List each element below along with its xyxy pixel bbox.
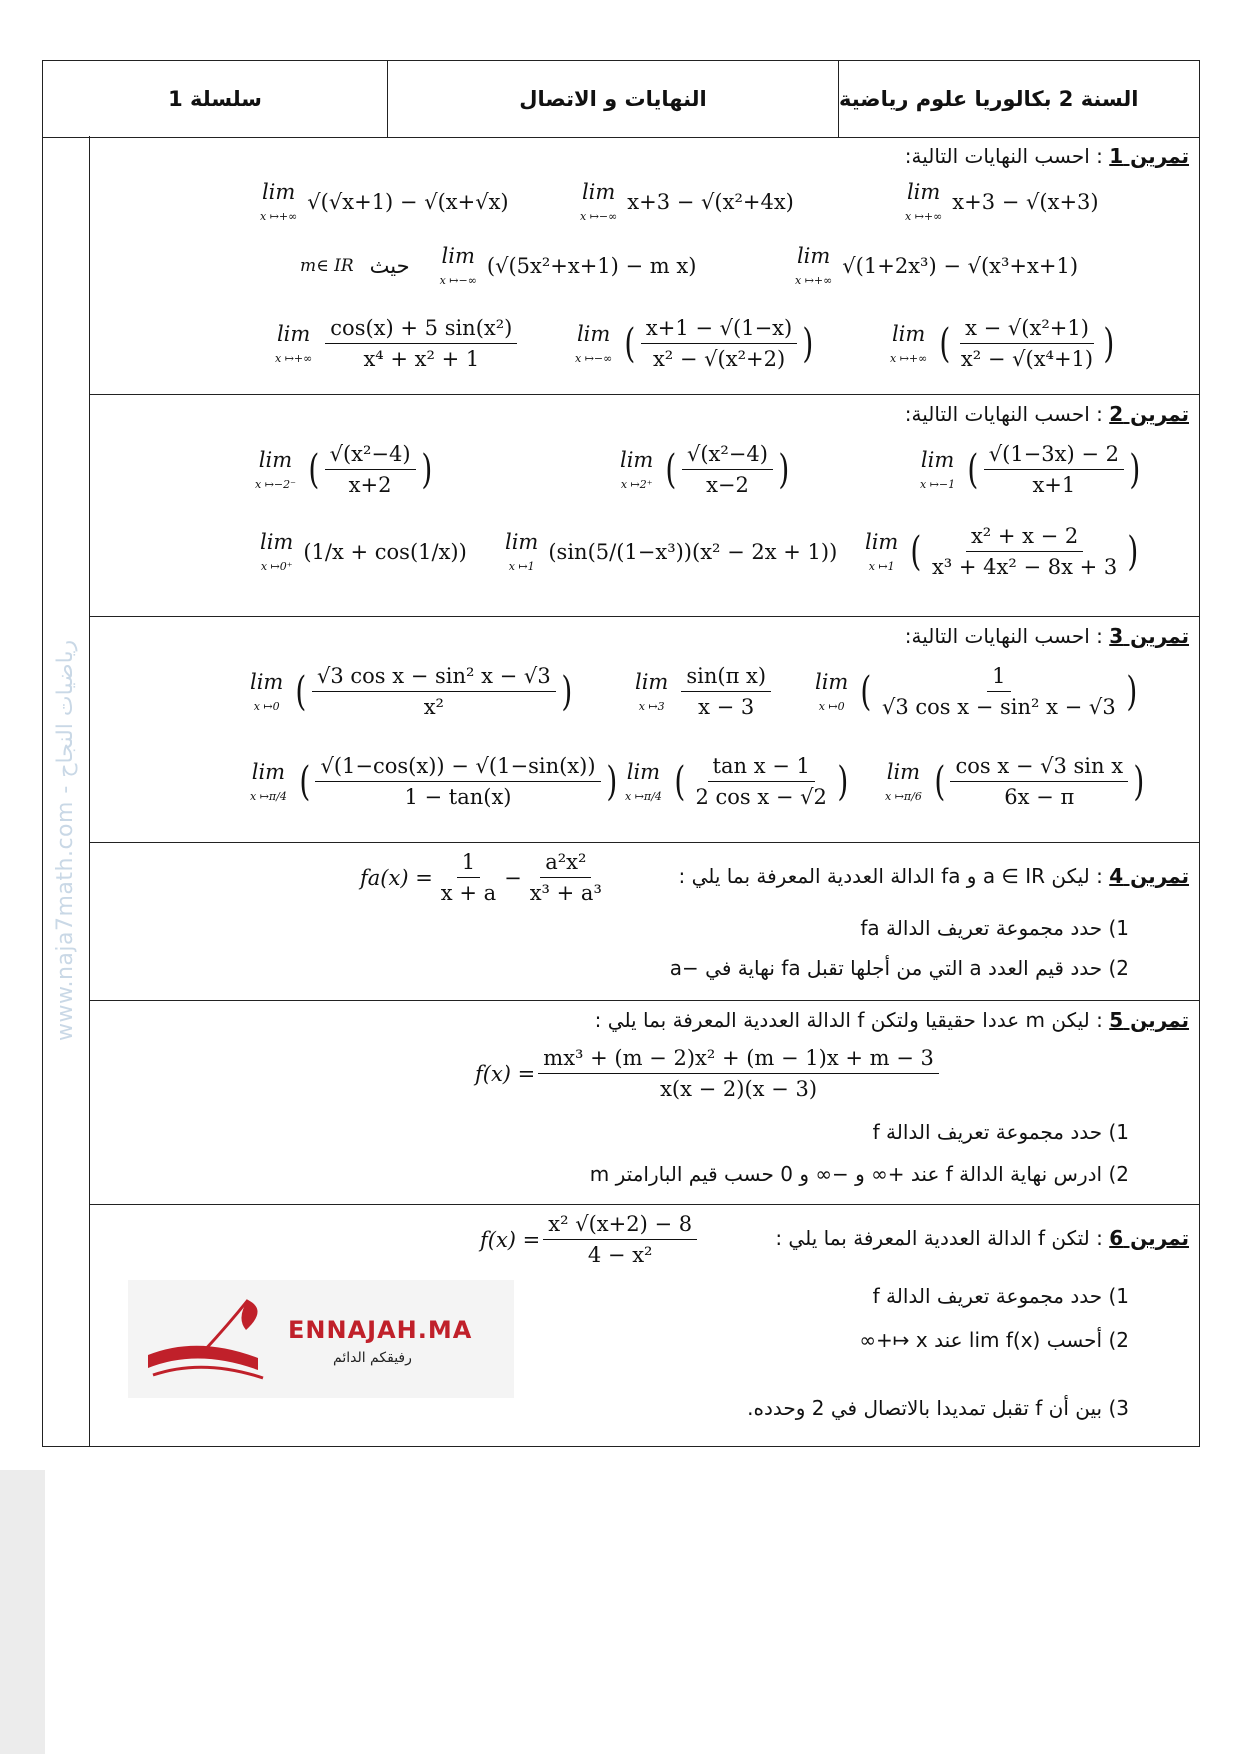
limit-3-6: lim x ↦π/6 ( $\frac{\text{cos x − √3 sin x}}{6x - \pi}$ ) <box>885 754 1145 809</box>
book-feather-icon <box>128 1280 288 1398</box>
exercise-4-formula: fa(x) = $\frac{1}{x + a}$ − $\frac{\text{a²x²}}{\text{x³ + a³}}$ <box>360 850 602 905</box>
exercise-5-formula: f(x) = $\frac{\text{mx³ + (m − 2)x² + (m − 1)x + m − 3}}{x(x - 2)(x - 3)}$ <box>475 1046 942 1101</box>
left-margin <box>43 136 90 1446</box>
logo-name: ENNAJAH.MA <box>288 1316 473 1344</box>
limit-3-2: lim x ↦3 $\frac{\text{sin(π x)}}{x - 3}$ <box>635 664 774 719</box>
exercise-4-q1: 1) حدد مجموعة تعريف الدالة fa <box>860 916 1129 940</box>
exercise-3-title: تمرين 3 : احسب النهايات التالية: <box>904 624 1189 648</box>
limit-1-7: lim x ↦−∞ ( $\frac{x+1 - √(1-x)}{\text{x² − √(x²+2)}}$ ) <box>575 316 814 371</box>
topic-title: النهايات و الاتصال <box>388 61 839 137</box>
limit-1-8: lim x ↦+∞ ( $\frac{\text{x − √(x²+1)}}{\text{x² − √(x⁴+1)}}$ ) <box>890 316 1115 371</box>
limit-2-4: lim x ↦0⁺ (1/x + cos(1/x)) <box>260 530 467 573</box>
exercise-6-q2: 2) أحسب lim f(x) عند x ↦+∞ <box>859 1328 1129 1352</box>
limit-1-2: lim x ↦−∞ x+3 − √(x²+4x) <box>580 180 794 223</box>
header-table <box>42 60 1200 138</box>
exercise-2-title: تمرين 2 : احسب النهايات التالية: <box>904 402 1189 426</box>
limit-2-2: lim x ↦2⁺ ( $\frac{\text{√(x²−4)}}{x-2}$ ) <box>620 442 790 497</box>
exercise-5-title: تمرين 5 : ليكن m عددا حقيقيا ولتكن f الدالة العددية المعرفة بما يلي : <box>594 1008 1189 1032</box>
exercise-6-q1: 1) حدد مجموعة تعريف الدالة f <box>872 1284 1129 1308</box>
limit-1-6: lim x ↦+∞ $\frac{\text{cos(x) + 5 sin(x²)}}{\text{x⁴ + x² + 1}}$ <box>275 316 520 371</box>
limit-2-1: lim x ↦−2⁻ ( $\frac{\text{√(x²−4)}}{x+2}$ ) <box>255 442 432 497</box>
exercise-2 <box>90 394 1199 617</box>
exercise-5-q1: 1) حدد مجموعة تعريف الدالة f <box>872 1120 1129 1144</box>
exercise-3 <box>90 616 1199 843</box>
exercise-5 <box>90 1000 1199 1205</box>
exercise-6-q3: 3) بين أن f تقبل تمديدا بالاتصال في 2 وحدده. <box>747 1396 1129 1420</box>
ennajah-logo <box>128 1280 514 1398</box>
limit-2-5: lim x ↦1 (sin(5/(1−x³))(x² − 2x + 1)) <box>505 530 838 573</box>
limit-1-5: lim x ↦+∞ √(1+2x³) − √(x³+x+1) <box>795 244 1079 287</box>
exercise-4 <box>90 842 1199 1001</box>
limit-2-6: lim x ↦1 ( $\frac{\text{x² + x − 2}}{\text{x³ + 4x² − 8x + 3}}$ ) <box>865 524 1139 579</box>
exercise-1-title: تمرين 1 : احسب النهايات التالية: <box>904 144 1189 168</box>
series-title: سلسلة 1 <box>43 61 388 137</box>
limit-3-1: lim x ↦0 ( $\frac{\text{√3 cos x − sin² x − √3}}{\text{x²}}$ ) <box>250 664 572 719</box>
watermark: www.naja7math.com - رياضيات النجاح <box>53 639 78 1041</box>
exercise-4-title: تمرين 4 : ليكن a ∈ IR و fa الدالة العددية المعرفة بما يلي : <box>678 864 1189 888</box>
logo-tagline: رفيقكم الدائم <box>333 1350 412 1366</box>
exercise-4-q2: 2) حدد قيم العدد a التي من أجلها تقبل fa نهاية في −a <box>669 956 1129 980</box>
limit-3-3: lim x ↦0 ( $\frac{1}{\text{√3 cos x − sin² x − √3}}$ ) <box>815 664 1137 719</box>
limit-3-5: lim x ↦π/4 ( $\frac{\text{tan x − 1}}{\text{2 cos x − √2}}$ ) <box>625 754 849 809</box>
exercise-6-title: تمرين 6 : لتكن f الدالة العددية المعرفة بما يلي : <box>775 1226 1189 1250</box>
blank-lower-area <box>45 1470 1240 1754</box>
limit-1-3: lim x ↦+∞ x+3 − √(x+3) <box>905 180 1099 223</box>
exercise-5-q2: 2) ادرس نهاية الدالة f عند +∞ و −∞ و 0 حسب قيم البارامتر m <box>589 1162 1129 1186</box>
limit-3-4: lim x ↦π/4 ( $\frac{√(1-\cos(x)) - √(1-\sin(x))}{1 - \tan(x)}$ ) <box>250 754 617 809</box>
exercise-6-formula: f(x) = $\frac{\text{x² √(x+2) − 8}}{\text{4 − x²}}$ <box>480 1212 700 1267</box>
limit-1-1: lim x ↦+∞ √(√x+1) − √(x+√x) <box>260 180 509 223</box>
exercise-frame <box>42 136 1200 1447</box>
limit-2-3: lim x ↦−1 ( $\frac{√(1-3x) - 2}{x+1}$ ) <box>920 442 1141 497</box>
level-title: السنة 2 بكالوريا علوم رياضية <box>839 87 1139 111</box>
limit-1-4: m∈ IR حيث lim x ↦−∞ (√(5x²+x+1) − m x) <box>300 244 697 287</box>
exercise-1 <box>90 136 1199 395</box>
